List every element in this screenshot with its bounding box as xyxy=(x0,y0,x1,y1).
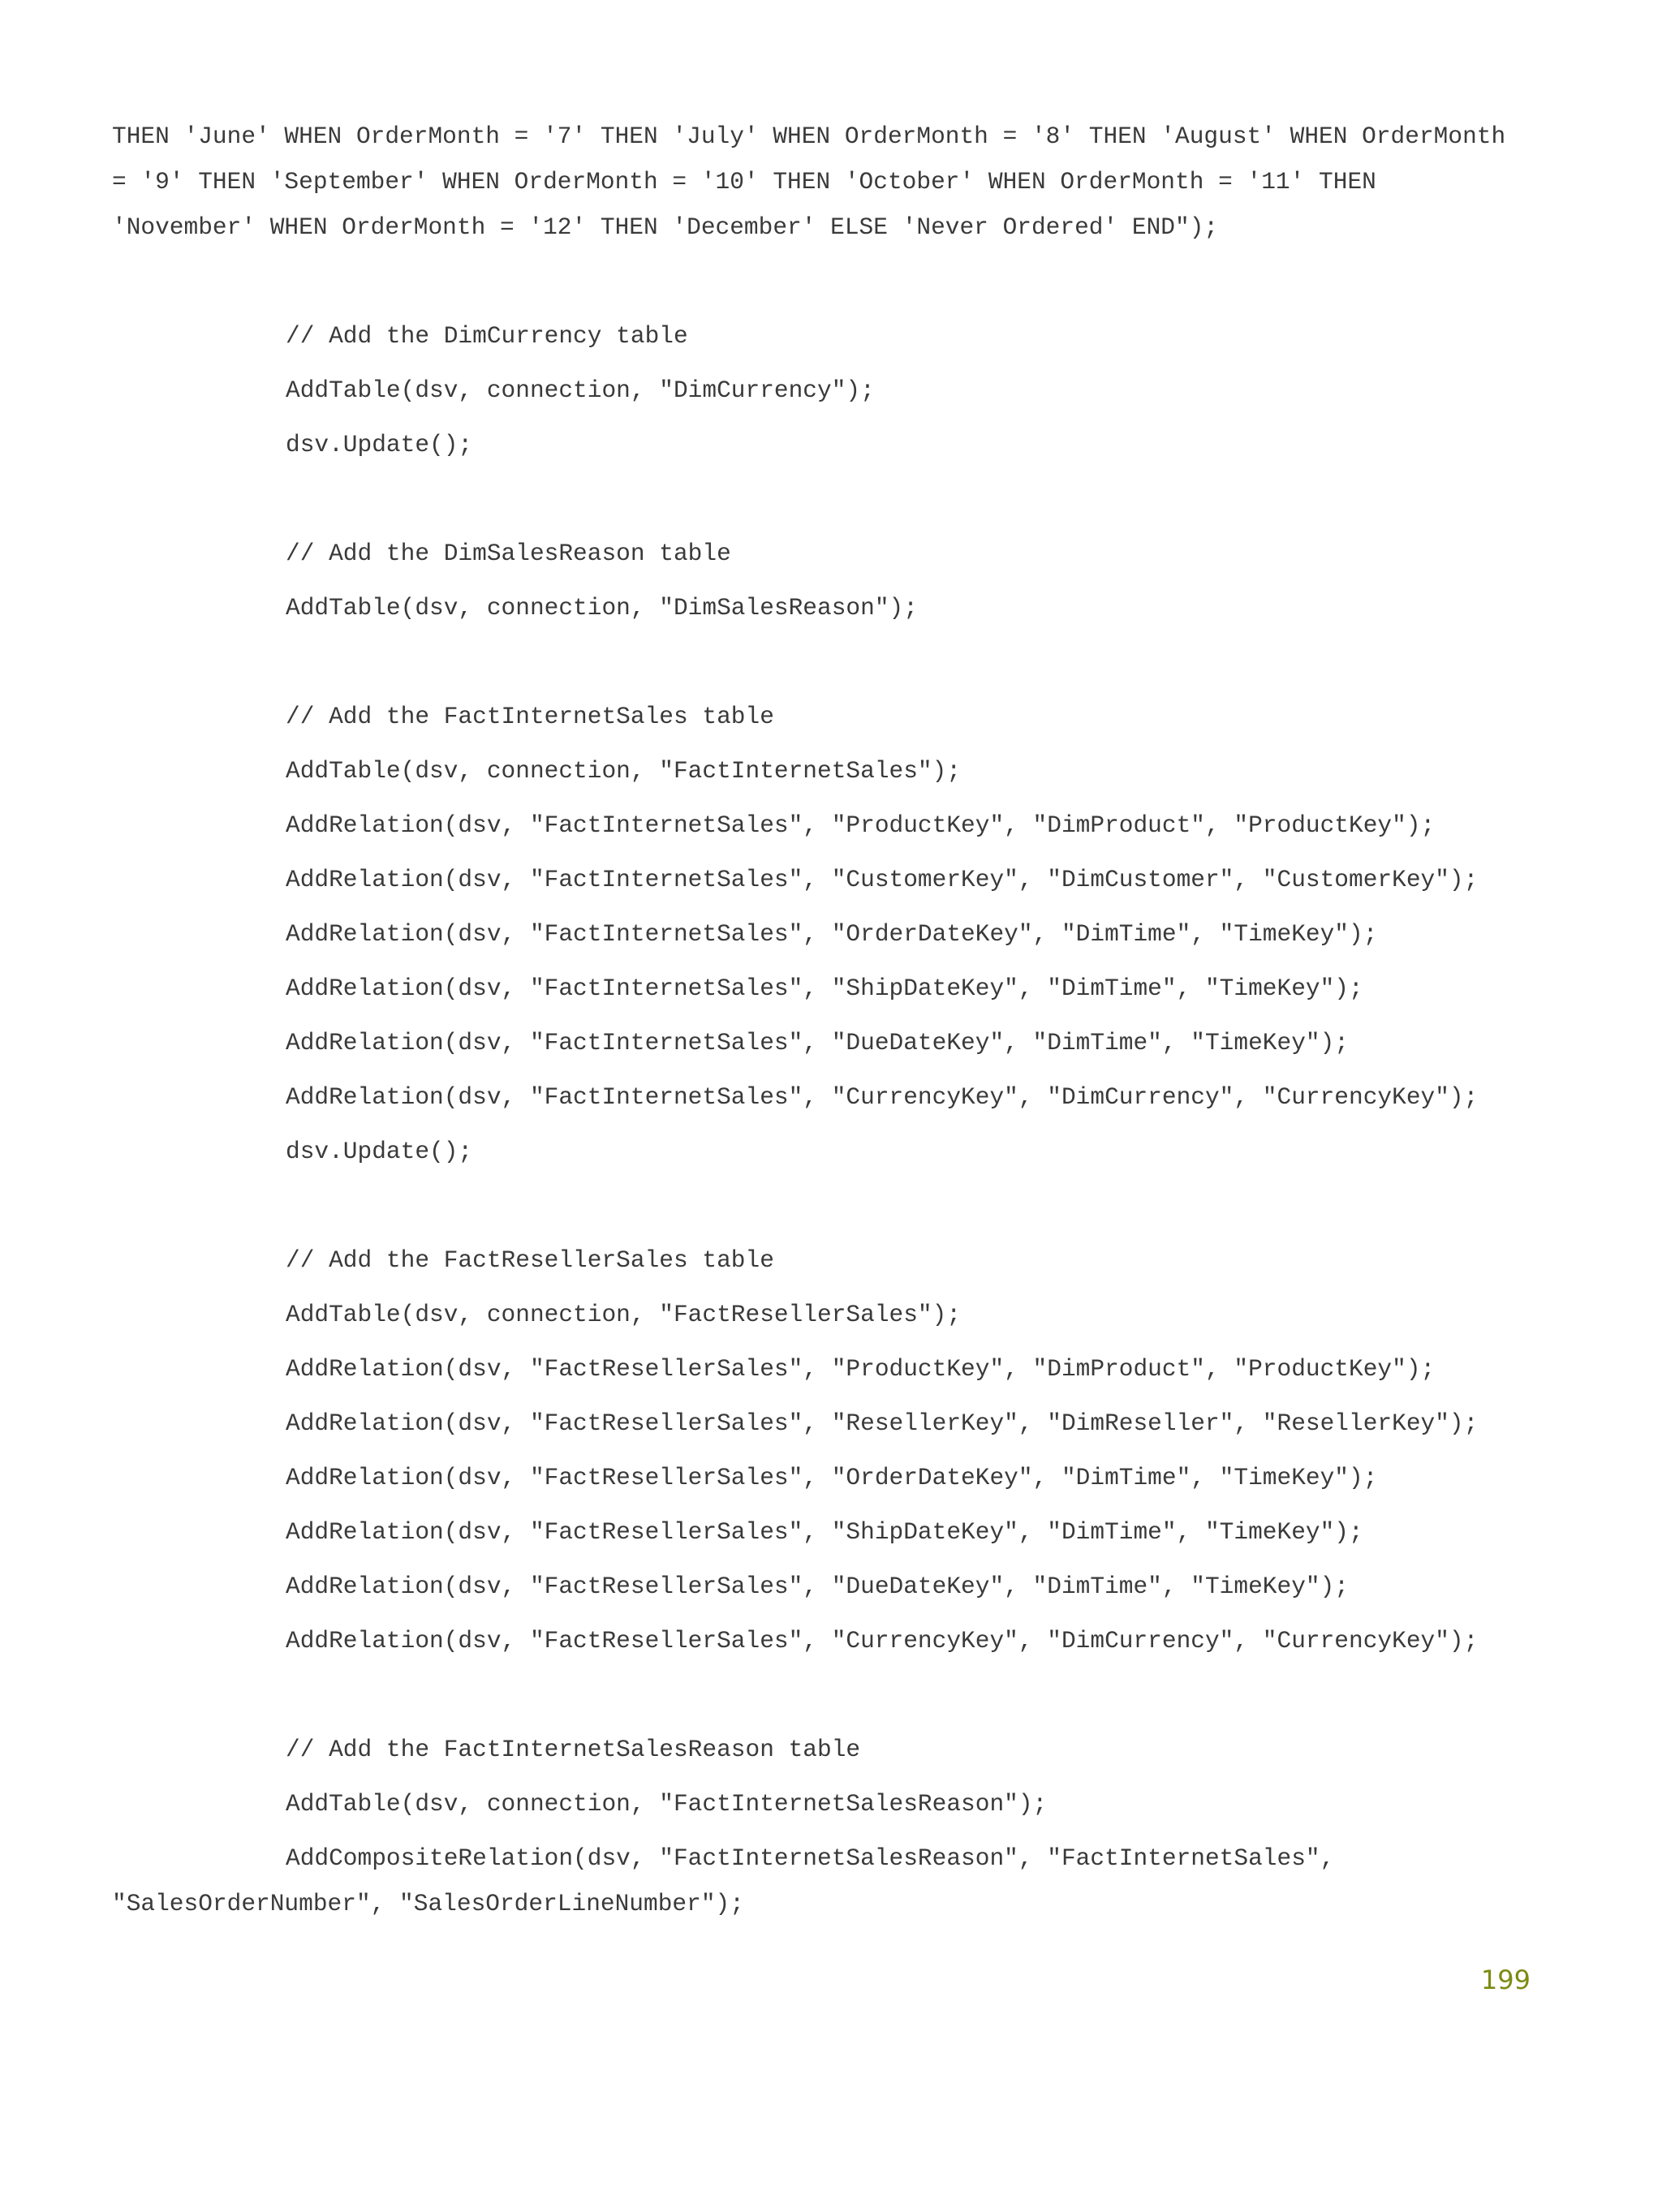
code-comment: // Add the DimCurrency table xyxy=(286,322,688,350)
code-line: AddTable(dsv, connection, "FactInternetSalesReason"); xyxy=(286,1790,1048,1818)
code-line: AddRelation(dsv, "FactInternetSales", "ProductKey", "DimProduct", "ProductKey"); xyxy=(286,811,1436,839)
code-line: AddRelation(dsv, "FactResellerSales", "CurrencyKey", "DimCurrency", "CurrencyKey"); xyxy=(286,1627,1479,1655)
code-comment: // Add the FactResellerSales table xyxy=(286,1246,774,1274)
code-line: AddRelation(dsv, "FactInternetSales", "CustomerKey", "DimCustomer", "CustomerKey"); xyxy=(286,866,1479,893)
code-line: AddTable(dsv, connection, "DimSalesReason"); xyxy=(286,594,918,622)
code-line: AddTable(dsv, connection, "FactInternetSales"); xyxy=(286,757,962,785)
code-line: = '9' THEN 'September' WHEN OrderMonth = '10' THEN 'October' WHEN OrderMonth = '11' THEN xyxy=(112,168,1376,196)
code-line: AddRelation(dsv, "FactInternetSales", "OrderDateKey", "DimTime", "TimeKey"); xyxy=(286,920,1378,948)
code-line: AddCompositeRelation(dsv, "FactInternetSalesReason", "FactInternetSales", xyxy=(286,1844,1335,1872)
page-number: 199 xyxy=(1480,1965,1531,1995)
code-line: AddRelation(dsv, "FactResellerSales", "ProductKey", "DimProduct", "ProductKey"); xyxy=(286,1355,1436,1383)
code-line: AddRelation(dsv, "FactResellerSales", "DueDateKey", "DimTime", "TimeKey"); xyxy=(286,1573,1350,1600)
code-line: AddRelation(dsv, "FactResellerSales", "ShipDateKey", "DimTime", "TimeKey"); xyxy=(286,1518,1363,1546)
code-line: "SalesOrderNumber", "SalesOrderLineNumber"); xyxy=(112,1890,744,1917)
code-line: AddRelation(dsv, "FactResellerSales", "OrderDateKey", "DimTime", "TimeKey"); xyxy=(286,1464,1378,1491)
code-line: 'November' WHEN OrderMonth = '12' THEN 'December' ELSE 'Never Ordered' END"); xyxy=(112,213,1219,241)
code-line: dsv.Update(); xyxy=(286,1138,473,1165)
code-line: dsv.Update(); xyxy=(286,431,473,458)
code-line: AddRelation(dsv, "FactInternetSales", "DueDateKey", "DimTime", "TimeKey"); xyxy=(286,1029,1350,1057)
code-comment: // Add the FactInternetSalesReason table xyxy=(286,1736,861,1763)
code-line: AddRelation(dsv, "FactResellerSales", "ResellerKey", "DimReseller", "ResellerKey"); xyxy=(286,1409,1479,1437)
code-line: AddRelation(dsv, "FactInternetSales", "ShipDateKey", "DimTime", "TimeKey"); xyxy=(286,975,1363,1002)
code-comment: // Add the FactInternetSales table xyxy=(286,703,774,730)
code-comment: // Add the DimSalesReason table xyxy=(286,540,731,567)
code-line: AddTable(dsv, connection, "DimCurrency"); xyxy=(286,377,875,404)
code-line: THEN 'June' WHEN OrderMonth = '7' THEN 'July' WHEN OrderMonth = '8' THEN 'August' WHEN OrderMonth xyxy=(112,123,1506,150)
code-line: AddRelation(dsv, "FactInternetSales", "CurrencyKey", "DimCurrency", "CurrencyKey"); xyxy=(286,1083,1479,1111)
code-line: AddTable(dsv, connection, "FactResellerSales"); xyxy=(286,1301,962,1328)
